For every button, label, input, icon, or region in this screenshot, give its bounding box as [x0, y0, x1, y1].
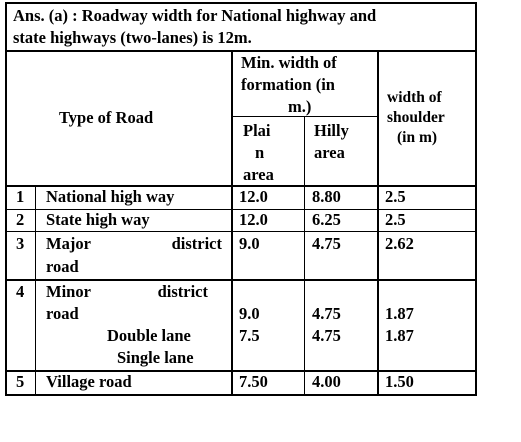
road-type-word: Minor: [46, 282, 91, 301]
road-type-line-2: road: [46, 304, 79, 323]
plain-width: 7.5: [239, 326, 260, 345]
table-divider: [377, 50, 379, 396]
road-type-word: district: [171, 234, 222, 253]
min-width-header-line-3: m.): [288, 97, 312, 116]
table-border-left: [5, 2, 7, 396]
plain-area-header-line-3: area: [243, 165, 274, 184]
shoulder-header-line-3: (in m): [397, 129, 438, 146]
table-divider: [304, 116, 305, 396]
row-number: 2: [16, 210, 25, 229]
row-number: 1: [16, 187, 25, 206]
hilly-width: 4.00: [312, 372, 341, 391]
hilly-width: 4.75: [312, 326, 341, 345]
table-border-top: [5, 2, 477, 4]
road-type: National high way: [46, 187, 175, 206]
hilly-area-header-line-1: Hilly: [314, 121, 349, 140]
table-border-right: [475, 2, 477, 396]
road-type-line-2: road: [46, 257, 79, 276]
shoulder-header-line-2: shoulder: [387, 109, 445, 126]
hilly-area-header-line-2: area: [314, 143, 345, 162]
road-type-line-1: [46, 281, 208, 303]
shoulder-header-line-1: width of: [387, 89, 442, 106]
plain-area-header-line-1: Plai: [243, 121, 271, 140]
row-number: 3: [16, 234, 25, 253]
road-type-word: district: [157, 282, 208, 301]
table-divider: [5, 231, 477, 232]
plain-width: 9.0: [239, 304, 260, 323]
plain-width: 9.0: [239, 234, 260, 253]
hilly-width: 4.75: [312, 234, 341, 253]
shoulder-width: 1.87: [385, 326, 414, 345]
min-width-header-line-1: Min. width of: [241, 53, 337, 72]
table-divider: [35, 185, 36, 396]
plain-width: 7.50: [239, 372, 268, 391]
plain-area-header-line-2: n: [255, 143, 265, 162]
shoulder-width: 2.62: [385, 234, 414, 253]
road-type: State high way: [46, 210, 150, 229]
road-type: Village road: [46, 372, 132, 391]
min-width-header-line-2: formation (in: [241, 75, 335, 94]
type-of-road-header: Type of Road: [59, 108, 154, 127]
shoulder-width: 2.5: [385, 210, 406, 229]
hilly-width: 8.80: [312, 187, 341, 206]
row-number: 4: [16, 282, 25, 301]
sub-type-double-lane: Double lane: [107, 326, 191, 345]
shoulder-width: 2.5: [385, 187, 406, 206]
shoulder-width: 1.87: [385, 304, 414, 323]
shoulder-width: 1.50: [385, 372, 414, 391]
answer-table: [5, 2, 477, 398]
plain-width: 12.0: [239, 210, 268, 229]
table-divider: [231, 50, 233, 396]
sub-type-single-lane: Single lane: [117, 348, 194, 367]
answer-line-2: state highways (two-lanes) is 12m.: [13, 28, 252, 47]
table-border-bottom: [5, 394, 477, 396]
hilly-width: 4.75: [312, 304, 341, 323]
road-type-line-1: [46, 233, 222, 255]
answer-line-1: Ans. (a) : Roadway width for National highway and: [13, 6, 377, 25]
plain-width: 12.0: [239, 187, 268, 206]
hilly-width: 6.25: [312, 210, 341, 229]
row-number: 5: [16, 372, 25, 391]
road-type-word: Major: [46, 234, 91, 253]
